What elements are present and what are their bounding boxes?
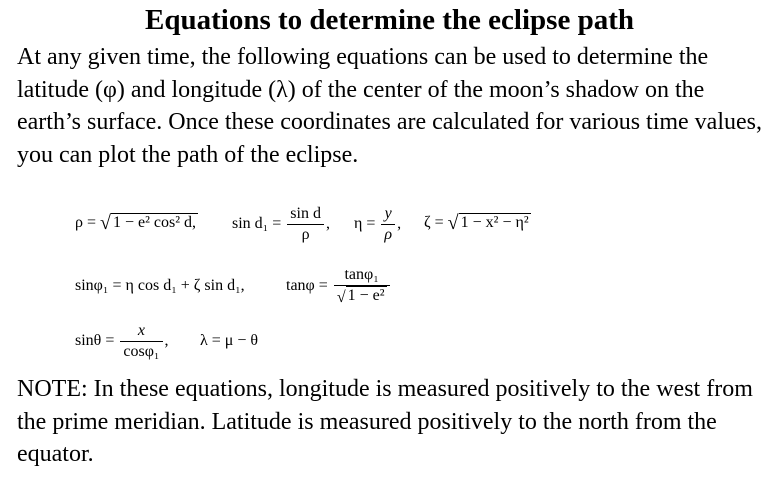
zeta-rhs: 1 − x² − η² [460,214,529,231]
zeta-equation [424,213,531,233]
zeta-sqrt: √ 1 − x² − η² [447,212,529,234]
sintheta-numerator: x [120,321,162,342]
tanphi-lhs: tanφ = [286,277,328,295]
sind1-numerator: sin d [287,204,324,225]
lambda-equation: λ = μ − θ [200,332,259,349]
sinphi1-equation: sinφ₁ = η cos d₁ + ζ sin d₁, [75,277,245,294]
sind1-equation: sin d₁ = $\frac{\text{sin d}}{\rho}$ , [232,205,330,243]
tanphi-denominator: 1 − e² [347,287,385,304]
tanphi-denominator-wrap: √ 1 − e² [336,287,385,306]
eta-equation: η = $\frac{y}{\rho}$ , [354,205,402,243]
zeta-lhs: ζ = [424,214,444,231]
eta-lhs: η = [354,215,376,233]
page-title: Equations to determine the eclipse path [145,4,634,36]
rho-equation [75,213,198,233]
tanphi-numerator: tanφ₁ [334,265,390,286]
rho-lhs: ρ = [75,214,97,231]
rho-rhs: 1 − e² cos² d, [113,214,197,231]
eta-numerator: y [381,204,395,225]
eta-fraction [381,204,395,245]
sintheta-denominator: cosφ₁ [123,343,160,360]
tanphi-fraction [334,265,390,308]
rho-sqrt: √ 1 − e² cos² d, [100,212,197,234]
eta-denominator: ρ [384,226,393,243]
sind1-denominator: ρ [301,226,310,243]
intro-paragraph: At any given time, the following equations can be used to determine the latitude (φ) and longitude (λ) of the center of the moon’s shadow on the earth’s surface. Once these coordinates are calculated for various time values, you can plot the path of the eclipse. [17,44,762,168]
sind1-lhs: sin d₁ = [232,215,282,233]
sind1-fraction [287,204,324,245]
sintheta-equation: sinθ = $\frac{x}{\text{cosφ₁}}$ , [75,322,169,360]
tanphi-equation [286,265,392,308]
sintheta-lhs: sinθ = [75,332,115,350]
note-paragraph: NOTE: In these equations, longitude is measured positively to the west from the prime meridian. Latitude is measured positively to the north from the equator. [17,376,753,467]
sintheta-fraction [120,321,162,362]
